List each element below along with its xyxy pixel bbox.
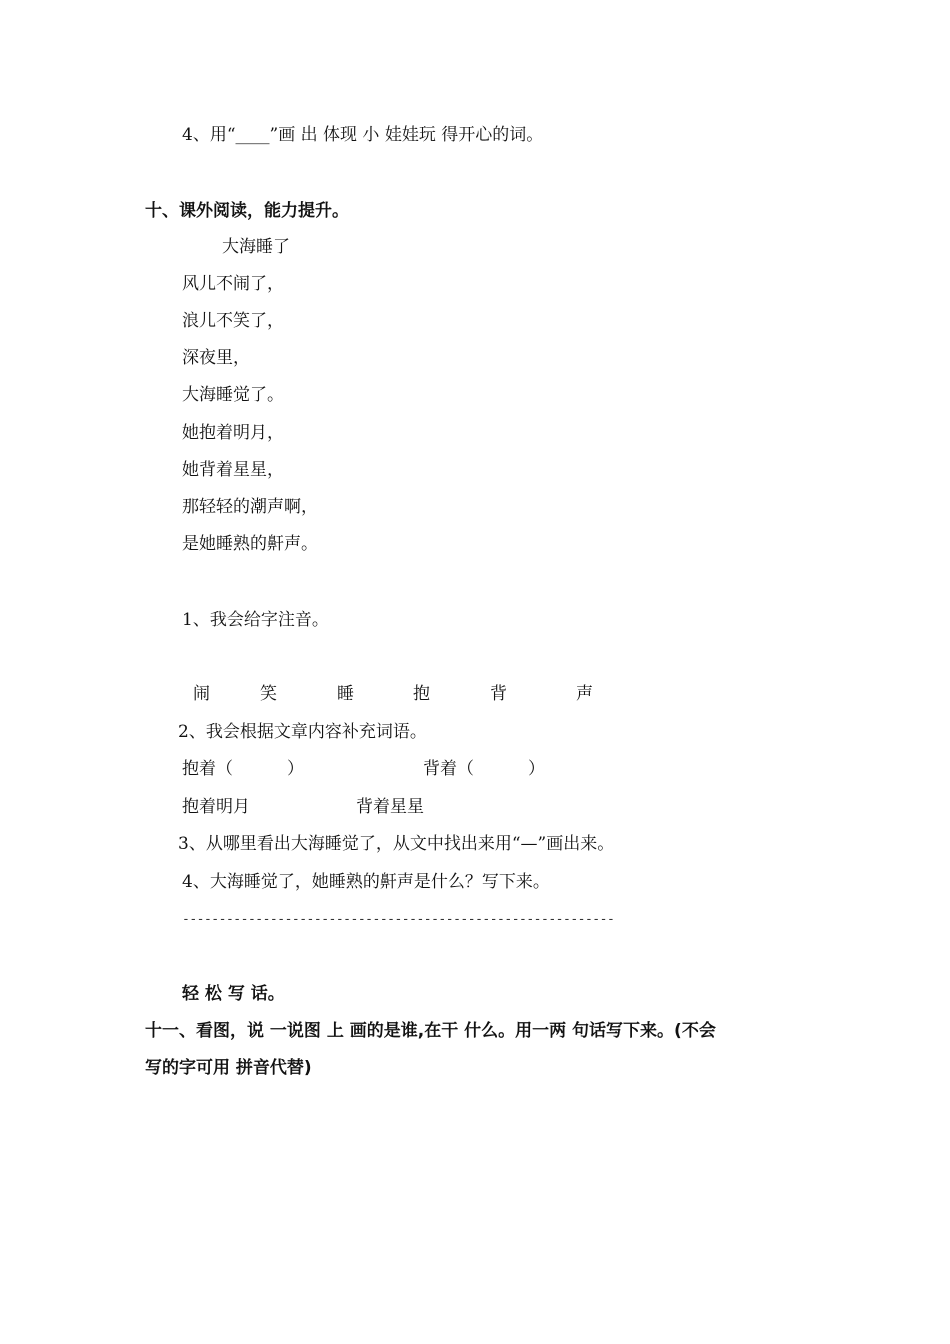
poem-line: 浪儿不笑了， xyxy=(182,311,284,331)
blank-baozhe: 抱着（ ） xyxy=(182,759,305,779)
pinyin-char: 闹 xyxy=(193,684,210,704)
question-1: 1、我会给字注音。 xyxy=(182,610,329,630)
writing-title: 轻 松 写 话。 xyxy=(182,984,285,1004)
pinyin-char: 声 xyxy=(576,684,593,704)
section9-question-4: 4、用“____”画 出 体现 小 娃娃玩 得开心的词。 xyxy=(182,125,544,145)
question-2: 2、我会根据文章内容补充词语。 xyxy=(178,722,427,742)
question-3: 3、从哪里看出大海睡觉了，从文中找出来用“—”画出来。 xyxy=(178,834,615,854)
pinyin-char: 睡 xyxy=(337,684,354,704)
poem-line: 那轻轻的潮声啊， xyxy=(182,497,318,517)
poem-line: 风儿不闹了， xyxy=(182,274,284,294)
question-4: 4、大海睡觉了，她睡熟的鼾声是什么？写下来。 xyxy=(182,872,550,892)
blank-beizhe: 背着（ ） xyxy=(423,759,546,779)
poem-title: 大海睡了 xyxy=(222,237,290,257)
poem-line: 深夜里， xyxy=(182,348,250,368)
phrase-baozhe-mingyue: 抱着明月 xyxy=(182,797,250,817)
question-11-line2: 写的字可用 拼音代替) xyxy=(145,1058,312,1078)
pinyin-char: 抱 xyxy=(413,684,430,704)
pinyin-char: 背 xyxy=(490,684,507,704)
poem-line: 大海睡觉了。 xyxy=(182,385,284,405)
poem-line: 她背着星星， xyxy=(182,460,284,480)
poem-line: 她抱着明月， xyxy=(182,423,284,443)
pinyin-char: 笑 xyxy=(260,684,277,704)
question-11-line1: 十一、看图，说 一说图 上 画的是谁,在干 什么。用一两 句话写下来。(不会 xyxy=(145,1021,716,1041)
phrase-beizhe-xingxing: 背着星星 xyxy=(356,797,424,817)
poem-line: 是她睡熟的鼾声。 xyxy=(182,534,318,554)
answer-line: ----------------------------------------------------------- xyxy=(182,912,615,927)
section10-heading: 十、课外阅读，能力提升。 xyxy=(145,201,349,221)
